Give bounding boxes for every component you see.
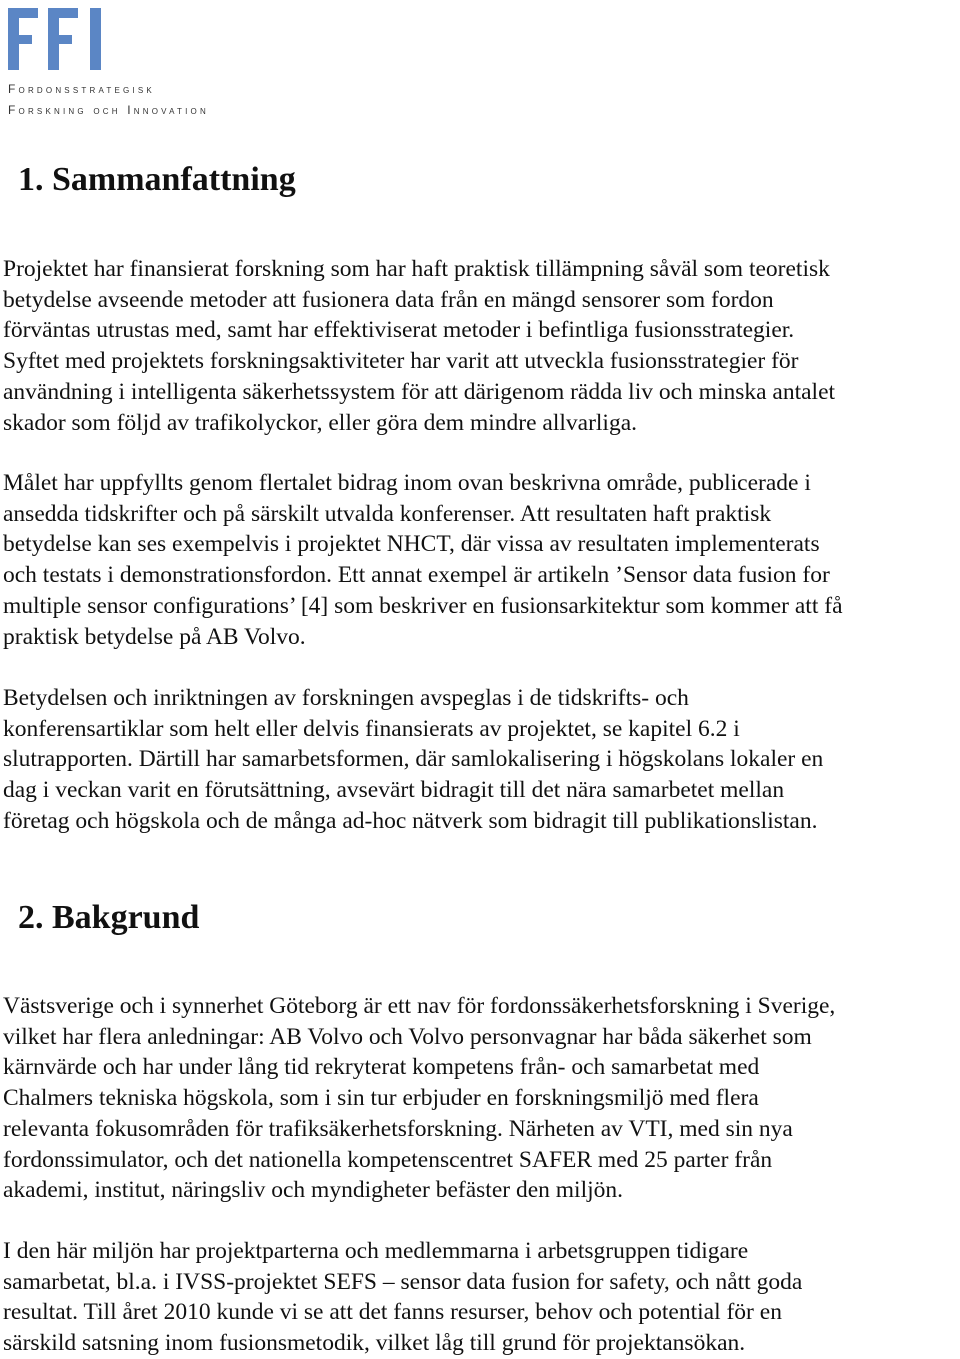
section-1-paragraph-3: [3, 683, 958, 837]
text-line: skador som följd av trafikolyckor, eller göra dem mindre allvarliga.: [3, 409, 638, 436]
text-line: användning i intelligenta säkerhetssystem för att därigenom rädda liv och minska antalet: [3, 378, 836, 405]
text-line: Västsverige och i synnerhet Göteborg är ett nav för fordonssäkerhetsforskning i Sverige,: [3, 993, 836, 1019]
text-line: vilket har flera anledningar: AB Volvo och Volvo personvagnar har båda säkerhet som: [3, 1023, 812, 1050]
section-1-paragraph-1: [3, 254, 958, 438]
text-line: resultat. Till året 2010 kunde vi se att det fanns resurser, behov och potential för en: [3, 1299, 782, 1326]
text-line: särskild satsning inom fusionsmetodik, vilket låg till grund för projektansökan.: [3, 1330, 746, 1357]
text-line: multiple sensor configurations’ [4] som beskriver en fusionsarkitektur som kommer att få: [3, 592, 843, 619]
section-2-paragraph-2: [3, 1236, 958, 1359]
text-line: kärnvärde och har under lång tid rekryterat kompetens från- och samarbetat med: [3, 1054, 760, 1081]
text-line: förväntas utrustas med, samt har effektiviserat metoder i befintliga fusionsstrategier.: [3, 317, 795, 344]
text-line: praktisk betydelse på AB Volvo.: [3, 623, 306, 650]
section-2-paragraph-1: [3, 991, 958, 1206]
ffi-logo-mark: [6, 4, 116, 76]
text-line: betydelse avseende metoder att fusionera data från en mängd sensorer som fordon: [3, 286, 774, 313]
section-1-paragraph-2: [3, 468, 958, 652]
text-line: Målet har uppfyllts genom flertalet bidrag inom ovan beskrivna område, publicerade i: [3, 470, 811, 496]
ffi-logo: [6, 4, 246, 124]
text-line: I den här miljön har projektparterna och medlemmarna i arbetsgruppen tidigare: [3, 1238, 749, 1264]
logo-tagline-line2: Forskning och Innovation: [8, 103, 209, 117]
text-line: Projektet har finansierat forskning som har haft praktisk tillämpning såväl som teoretisk: [3, 256, 830, 282]
text-line: relevanta fokusområden för trafiksäkerhetsforskning. Närheten av VTI, med sin nya: [3, 1115, 793, 1142]
text-line: konferensartiklar som helt eller delvis finansierats av projektet, se kapitel 6.2 i: [3, 715, 740, 742]
text-line: Syftet med projektets forskningsaktiviteter har varit att utveckla fusionsstrategier för: [3, 348, 799, 375]
text-line: slutrapporten. Därtill har samarbetsformen, där samlokalisering i högskolans lokaler en: [3, 746, 824, 773]
text-line: betydelse kan ses exempelvis i projektet NHCT, där vissa av resultaten implementerats: [3, 531, 820, 558]
text-line: Betydelsen och inriktningen av forskningen avspeglas i de tidskrifts- och: [3, 685, 689, 711]
text-line: samarbetat, bl.a. i IVSS-projektet SEFS – sensor data fusion for safety, och nått goda: [3, 1268, 803, 1295]
section-1-title: 1. Sammanfattning: [18, 161, 296, 198]
text-line: och testats i demonstrationsfordon. Ett annat exempel är artikeln ’Sensor data fusion for: [3, 562, 830, 589]
logo-tagline-line1: Fordonsstrategisk: [8, 82, 155, 96]
text-line: fordonssimulator, och det nationella kompetenscentret SAFER med 25 parter från: [3, 1146, 773, 1173]
text-line: ansedda tidskrifter och på särskilt utvalda konferenser. Att resultaten haft praktisk: [3, 500, 772, 527]
section-2-title: 2. Bakgrund: [18, 899, 200, 936]
text-line: företag och högskola och de många ad-hoc nätverk som bidragit till publikationslistan.: [3, 807, 818, 834]
text-line: dag i veckan varit en förutsättning, avsevärt bidragit till det nära samarbetet mellan: [3, 777, 785, 804]
text-line: akademi, institut, näringsliv och myndigheter befäster den miljön.: [3, 1177, 623, 1204]
text-line: Chalmers tekniska högskola, som i sin tur erbjuder en forskningsmiljö med flera: [3, 1085, 759, 1112]
